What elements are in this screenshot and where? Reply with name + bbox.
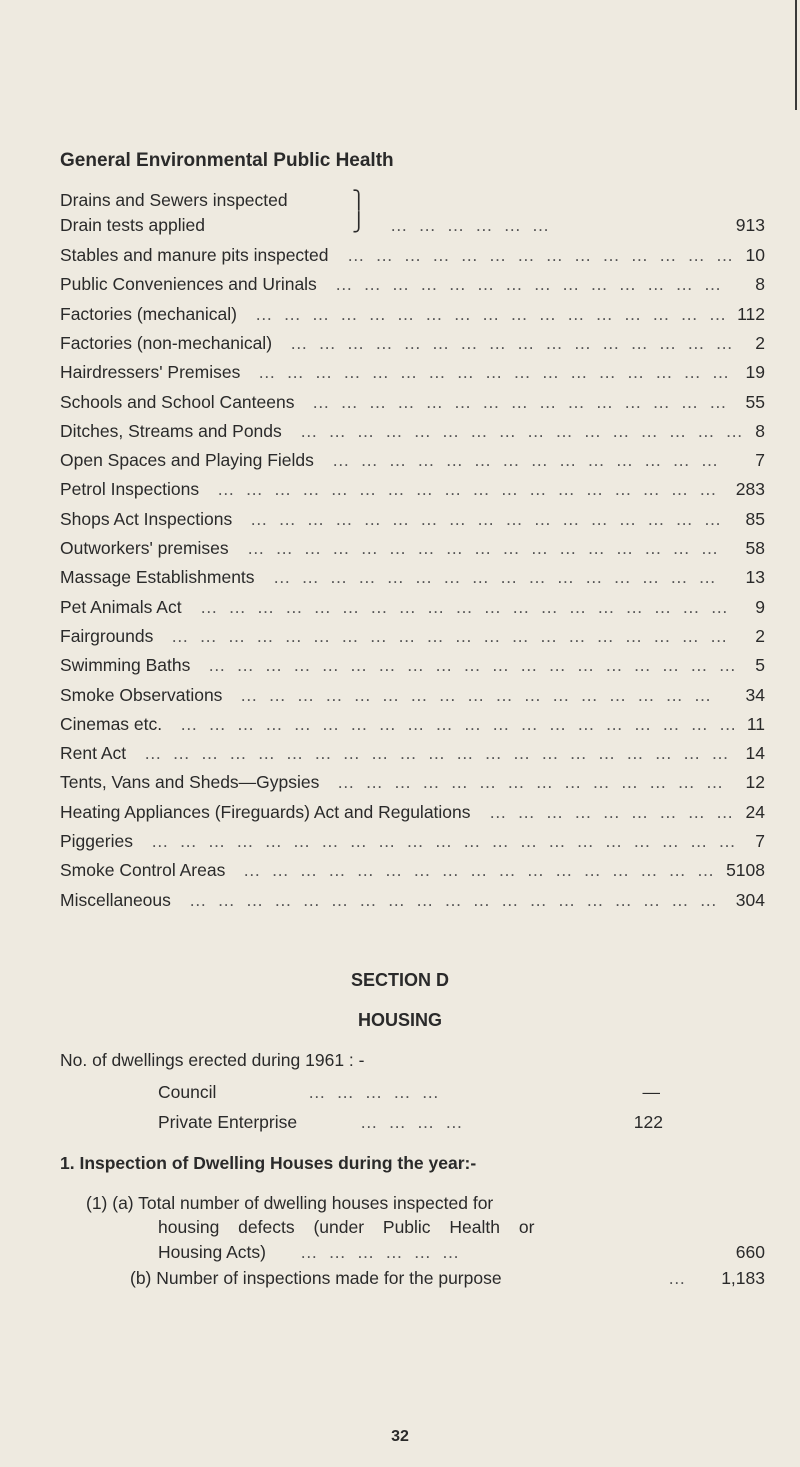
row-value: 7 [755, 831, 765, 851]
row-value: 283 [735, 479, 765, 500]
row-label: Swimming Baths [60, 655, 191, 676]
leader-dots: … … … … … … … … … … … … … … … … … [258, 362, 733, 383]
row-value: 8 [755, 420, 765, 441]
inspection-a-line1: (1) (a) Total number of dwelling houses inspected for [86, 1193, 494, 1213]
table-row [60, 479, 765, 509]
row-value: 14 [745, 743, 765, 764]
table-row [60, 802, 765, 832]
private-enterprise-label: Private Enterprise [158, 1112, 298, 1132]
table-row [60, 860, 765, 890]
leader-dots: … [668, 1268, 686, 1288]
row-label: Rent Act [60, 743, 127, 764]
row-label: Ditches, Streams and Ponds [60, 420, 282, 441]
drains-label: Drains and Sewers inspected [60, 190, 288, 210]
leader-dots: … … … … … … [300, 1242, 463, 1262]
table-row [60, 655, 765, 685]
row-value: 304 [735, 889, 765, 910]
leader-dots: … … … … … … … … … … … … … … … … … [243, 860, 718, 881]
page-number: 32 [391, 1428, 409, 1445]
row-label: Outworkers' premises [60, 538, 229, 558]
drains-value: 913 [735, 215, 765, 235]
row-label: Schools and School Canteens [60, 391, 295, 412]
table-row [60, 304, 765, 334]
leader-dots: … … … … … … … … … … … … … … … … … … … … … [144, 743, 732, 764]
row-label: Factories (non-mechanical) [60, 332, 273, 353]
council-value: — [642, 1082, 660, 1102]
table-row [60, 567, 765, 597]
row-value: 12 [745, 772, 765, 793]
row-label: Tents, Vans and Sheds—Gypsies [60, 772, 320, 793]
housing-heading: HOUSING [357, 1010, 442, 1030]
table-row [60, 450, 765, 480]
leader-dots: … … … … … … … … … … … … … … … … … … … [189, 889, 721, 910]
row-label: Shops Act Inspections [60, 508, 233, 529]
table-row [60, 890, 765, 920]
row-label: Open Spaces and Playing Fields [60, 450, 314, 471]
inspection-b-label: (b) Number of inspections made for the purpose [130, 1268, 502, 1288]
table-row [60, 421, 765, 451]
drain-tests-label: Drain tests applied [60, 215, 205, 235]
table-row [60, 509, 765, 539]
leader-dots: … … … … … … … … … … … … … … [332, 450, 722, 471]
row-label: Massage Establishments [60, 567, 255, 588]
brace-top-glyph: ⎫ [352, 190, 366, 210]
row-value: 10 [745, 245, 765, 265]
leader-dots: … … … … … … … … … … … … … … … … … … … [200, 596, 732, 617]
leader-dots: … … … … [360, 1112, 466, 1132]
table-row [60, 245, 765, 275]
table-row [60, 685, 765, 715]
leader-dots: … … … … … … … … … … … … … … … [312, 391, 730, 412]
table-row [60, 831, 765, 861]
row-value: 24 [745, 801, 765, 822]
leader-dots: … … … … … … … … … … … … … … … … … [255, 303, 730, 324]
section-d-heading: SECTION D [350, 970, 449, 990]
table-row [60, 597, 765, 627]
row-label: Smoke Observations [60, 684, 223, 705]
brace-bottom-glyph: ⎭ [352, 212, 366, 232]
leader-dots: … … … … … … … … … … … … … … [335, 274, 725, 295]
leader-dots: … … … … … … … … … … … … … … [337, 772, 727, 793]
leader-dots: … … … … … … … … … … … … … … … … … [240, 684, 715, 705]
drains-row [60, 215, 765, 245]
row-value: 7 [755, 450, 765, 471]
row-value: 9 [755, 596, 765, 617]
council-label: Council [158, 1082, 217, 1102]
row-value: 2 [755, 625, 765, 646]
row-value: 13 [745, 567, 765, 588]
row-value: 19 [745, 362, 765, 383]
dwellings-intro: No. of dwellings erected during 1961 : - [60, 1050, 365, 1070]
row-label: Piggeries [60, 831, 133, 851]
row-label: Cinemas etc. [60, 713, 163, 734]
row-label: Hairdressers' Premises [60, 362, 241, 383]
leader-dots: … … … … … … … … … [489, 801, 737, 822]
row-label: Fairgrounds [60, 625, 154, 646]
inspection-heading: 1. Inspection of Dwelling Houses during the year:- [60, 1153, 477, 1173]
row-label: Pet Animals Act [60, 596, 182, 617]
leader-dots: … … … … … … … … … … … … … … … … … … … … [171, 625, 731, 646]
row-value: 34 [745, 684, 765, 705]
row-value: 5108 [726, 860, 765, 881]
leader-dots: … … … … … … … … … … … … … … … … [300, 420, 746, 441]
table-row [60, 714, 765, 744]
scan-edge-line [795, 0, 797, 110]
table-row [60, 626, 765, 656]
table-row [60, 362, 765, 392]
inspection-a-line3: Housing Acts) [158, 1242, 266, 1262]
row-value: 11 [746, 713, 765, 734]
row-label: Miscellaneous [60, 889, 171, 910]
inspection-b-value: 1,183 [721, 1268, 765, 1288]
row-value: 2 [755, 332, 765, 353]
leader-dots: … … … … … … … … … … … … … … … … … … … … … [151, 831, 739, 851]
row-label: Petrol Inspections [60, 479, 200, 500]
row-value: 58 [745, 538, 765, 558]
section-title: General Environmental Public Health [60, 150, 394, 171]
table-row [60, 772, 765, 802]
inspection-a-line2: housing defects (under Public Health or [158, 1217, 535, 1237]
leader-dots: … … … … … … … … … … … … … … … … … … [217, 479, 720, 500]
row-value: 8 [755, 274, 765, 295]
row-value: 85 [745, 508, 765, 529]
table-row [60, 743, 765, 773]
leader-dots: … … … … … … … … … … … … … … … … … [247, 538, 722, 558]
leader-dots: … … … … … … … … … … … … … … … … [273, 567, 719, 588]
leader-dots: … … … … … … [390, 215, 553, 235]
leader-dots: … … … … … … … … … … … … … … [347, 245, 737, 265]
row-label: Heating Appliances (Fireguards) Act and Regulations [60, 801, 471, 822]
table-row [60, 538, 765, 568]
row-value: 55 [745, 391, 765, 412]
table-row [60, 392, 765, 422]
table-row [60, 274, 765, 304]
private-enterprise-value: 122 [633, 1112, 663, 1132]
leader-dots: … … … … … … … … … … … … … … … … … … … … [180, 713, 740, 734]
table-row [60, 333, 765, 363]
inspection-a-value: 660 [735, 1242, 765, 1262]
leader-dots: … … … … … … … … … … … … … … … … [290, 332, 736, 353]
row-label: Stables and manure pits inspected [60, 245, 329, 265]
leader-dots: … … … … … [308, 1082, 442, 1102]
row-label: Smoke Control Areas [60, 860, 226, 881]
row-label: Public Conveniences and Urinals [60, 274, 317, 295]
leader-dots: … … … … … … … … … … … … … … … … … [250, 508, 725, 529]
row-label: Factories (mechanical) [60, 303, 237, 324]
row-value: 5 [755, 655, 765, 676]
row-value: 112 [737, 303, 765, 324]
leader-dots: … … … … … … … … … … … … … … … … … … … [208, 655, 740, 676]
